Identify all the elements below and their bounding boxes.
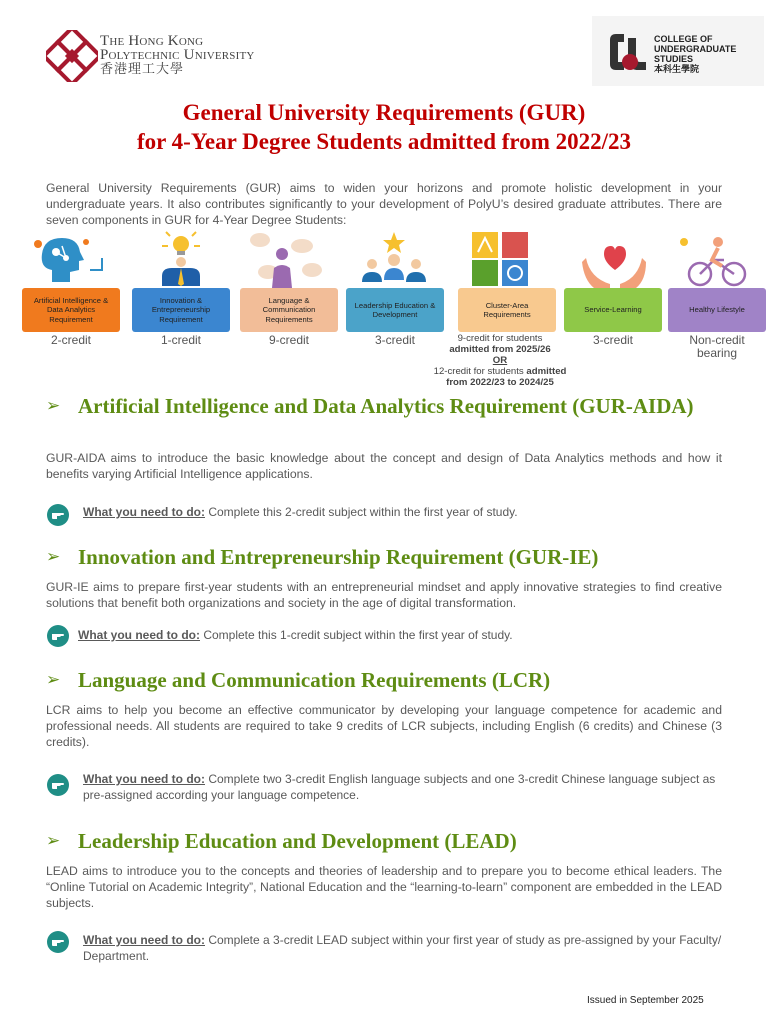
university-name-chinese: 香港理工大學 xyxy=(100,61,185,76)
component-label-lead: Leadership Education & Development xyxy=(346,288,444,332)
thumbs-pointing-hand-icon xyxy=(46,773,70,797)
page-title xyxy=(0,98,768,156)
heart-hands-icon xyxy=(564,230,662,288)
thumbs-pointing-hand-icon xyxy=(46,503,70,527)
section-heading-ie-text: Innovation and Entrepreneurship Requirement (GUR-IE) xyxy=(78,545,599,569)
todo-text-aida: Complete this 2-credit subject within the first year of study. xyxy=(205,505,518,519)
component-credit-aida: 2-credit xyxy=(50,333,91,347)
component-credit-sl: 3-credit xyxy=(592,333,633,347)
cluster-credit-line1: 9-credit for students xyxy=(457,333,543,344)
page-title-line1: General University Requirements (GUR) xyxy=(182,100,586,125)
component-label-lcr: Language & Communication Requirements xyxy=(240,288,338,332)
college-name xyxy=(654,34,736,74)
component-ie xyxy=(132,230,230,380)
section-heading-aida xyxy=(46,393,746,445)
component-credit-hl xyxy=(668,334,766,360)
issue-date: Issued in September 2025 xyxy=(587,995,704,1006)
team-leader-icon xyxy=(346,230,444,288)
arrow-bullet-icon: ➢ xyxy=(46,547,61,567)
university-name xyxy=(100,34,255,76)
todo-aida xyxy=(83,504,723,520)
arrow-bullet-icon: ➢ xyxy=(46,831,61,851)
college-name-line1: COLLEGE OF xyxy=(654,34,713,44)
cluster-credit-or: OR xyxy=(492,355,508,366)
college-name-line2: UNDERGRADUATE xyxy=(654,44,737,54)
arrow-bullet-icon: ➢ xyxy=(46,396,61,416)
thumbs-pointing-hand-icon xyxy=(46,930,70,954)
section-heading-lcr xyxy=(46,667,746,693)
speech-bubbles-icon xyxy=(240,230,338,288)
todo-text-lcr: Complete two 3-credit English language subjects and one 3-credit Chinese language subject as pre-assigned according your language competence. xyxy=(83,772,716,802)
todo-text-lead: Complete a 3-credit LEAD subject within your first year of study as pre-assigned by your Faculty/ Department. xyxy=(83,933,722,963)
component-hl xyxy=(668,230,766,380)
todo-ie xyxy=(78,627,718,643)
cluster-tiles-icon xyxy=(458,230,556,288)
cluster-credit-line3b: admitted xyxy=(526,366,567,377)
cluster-credit-note xyxy=(410,333,590,388)
section-heading-aida-text: Artificial Intelligence and Data Analytics Requirement (GUR-AIDA) xyxy=(78,394,694,418)
todo-label-lead: What you need to do: xyxy=(83,933,205,947)
component-lcr xyxy=(240,230,338,380)
component-credit-lead: 3-credit xyxy=(374,333,415,347)
section-heading-lead xyxy=(46,828,746,854)
todo-lead xyxy=(83,932,723,964)
university-name-line2: Polytechnic University xyxy=(100,47,255,63)
todo-label-ie: What you need to do: xyxy=(78,628,200,642)
component-credit-hl-line1: Non-credit xyxy=(689,333,745,347)
component-label-ie: Innovation & Entrepreneurship Requirement xyxy=(132,288,230,332)
component-credit-ie: 1-credit xyxy=(160,333,201,347)
component-label-sl: Service-Learning xyxy=(564,288,662,332)
thumbs-pointing-hand-icon xyxy=(46,624,70,648)
section-body-aida: GUR-AIDA aims to introduce the basic knowledge about the concept and design of Data Analytics methods and how it benefits varying Artificial Intelligence applications. xyxy=(46,451,722,481)
todo-label-aida: What you need to do: xyxy=(83,505,205,519)
ai-head-icon xyxy=(22,230,120,288)
cus-logo xyxy=(606,32,650,74)
section-body-lead: LEAD aims to introduce you to the concepts and theories of leadership and to prepare you to become ethical leaders. The “Online Tutorial on Academic Integrity”, National Education and the “learning-to-learn” component are embedded in the LEAD subjects. xyxy=(46,864,722,910)
component-label-aida: Artificial Intelligence & Data Analytics Requirement xyxy=(22,288,120,332)
section-body-lcr: LCR aims to help you become an effective communicator by developing your language competence for academic and professional needs. All students are required to take 9 credits of LCR subjects, including English (6 credits) and Chinese (3 credits). xyxy=(46,703,722,749)
polyu-logo xyxy=(46,30,98,82)
section-body-ie: GUR-IE aims to prepare first-year students with an entrepreneurial mindset and apply innovative strategies to find creative solutions that benefit both organizations and society in the age of digital transformation. xyxy=(46,580,722,610)
cluster-credit-line2: admitted from 2025/26 xyxy=(449,344,551,355)
intro-paragraph: General University Requirements (GUR) aims to widen your horizons and promote holistic development in your undergraduate years. It also contributes significantly to your development of PolyU’s desired graduate attributes. There are seven components in GUR for 4-Year Degree Students: xyxy=(46,181,722,227)
todo-label-lcr: What you need to do: xyxy=(83,772,205,786)
lightbulb-person-icon xyxy=(132,230,230,288)
section-heading-lcr-text: Language and Communication Requirements (LCR) xyxy=(78,668,551,692)
section-heading-lead-text: Leadership Education and Development (LEAD) xyxy=(78,829,517,853)
component-credit-hl-line2: bearing xyxy=(696,346,738,360)
college-name-chinese: 本科生學院 xyxy=(654,64,700,74)
component-aida xyxy=(22,230,120,380)
cluster-credit-line3a: 12-credit for students xyxy=(433,366,527,377)
component-label-car: Cluster-Area Requirements xyxy=(458,288,556,332)
section-heading-ie xyxy=(46,544,746,570)
college-name-line3: STUDIES xyxy=(654,54,694,64)
todo-text-ie: Complete this 1-credit subject within the first year of study. xyxy=(200,628,513,642)
arrow-bullet-icon: ➢ xyxy=(46,670,61,690)
component-label-hl: Healthy Lifestyle xyxy=(668,288,766,332)
cluster-credit-line4: from 2022/23 to 2024/25 xyxy=(446,377,554,388)
todo-lcr xyxy=(83,771,723,803)
page-title-line2: for 4-Year Degree Students admitted from 2022/23 xyxy=(136,129,631,154)
university-name-line1: The Hong Kong xyxy=(100,33,204,49)
cyclist-icon xyxy=(668,230,766,288)
component-credit-lcr: 9-credit xyxy=(268,333,309,347)
